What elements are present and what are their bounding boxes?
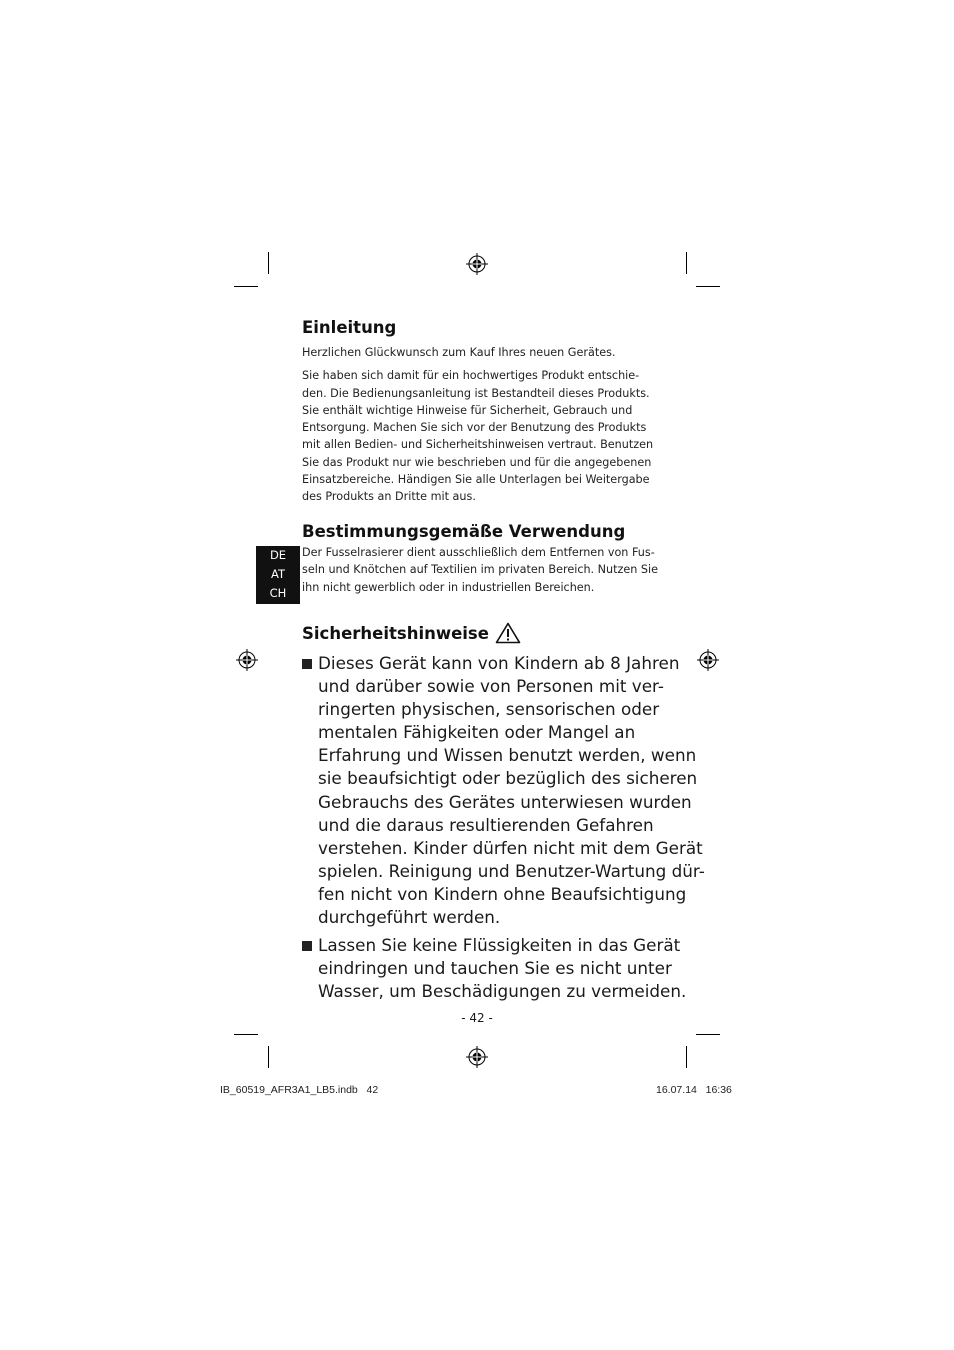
text-line: ihn nicht gewerblich oder in industriellen Bereichen. bbox=[302, 580, 595, 594]
page-number: - 42 - bbox=[461, 1011, 493, 1025]
text-line: und die daraus resultierenden Gefahren bbox=[318, 814, 654, 835]
language-tab bbox=[256, 546, 300, 604]
crop-mark bbox=[696, 286, 720, 287]
text-line: Lassen Sie keine Flüssigkeiten in das Gerät bbox=[318, 935, 681, 956]
heading-safety-text: Sicherheitshinweise bbox=[302, 623, 489, 643]
square-bullet-icon bbox=[302, 941, 312, 951]
text-line: Entsorgung. Machen Sie sich vor der Benutzung des Produkts bbox=[302, 421, 647, 435]
text-line: ringerten physischen, sensorischen oder bbox=[318, 699, 660, 720]
text-line: Wasser, um Beschädigungen zu vermeiden. bbox=[318, 981, 687, 1002]
warning-triangle-icon bbox=[495, 622, 521, 644]
registration-mark-icon bbox=[697, 649, 719, 671]
text-line: mit allen Bedien- und Sicherheitshinweisen vertraut. Benutzen bbox=[302, 438, 654, 452]
text-line: spielen. Reinigung und Benutzer-Wartung dür- bbox=[318, 860, 705, 881]
text-line: Dieses Gerät kann von Kindern ab 8 Jahren bbox=[318, 653, 680, 673]
crop-mark bbox=[268, 1046, 269, 1068]
text-line: Erfahrung und Wissen benutzt werden, wenn bbox=[318, 745, 697, 766]
heading-intro: Einleitung bbox=[302, 318, 397, 337]
heading-safety bbox=[302, 622, 662, 644]
text-line: fen nicht von Kindern ohne Beaufsichtigung bbox=[318, 883, 687, 904]
text-line: den. Die Bedienungsanleitung ist Bestandteil dieses Produkts. bbox=[302, 386, 650, 400]
heading-intended-use: Bestimmungsgemäße Verwendung bbox=[302, 522, 626, 541]
crop-mark bbox=[268, 252, 269, 274]
crop-mark bbox=[234, 1034, 258, 1035]
section-intro bbox=[302, 318, 652, 512]
text-line: verstehen. Kinder dürfen nicht mit dem Gerät bbox=[318, 837, 703, 858]
footer-file: IB_60519_AFR3A1_LB5.indb 42 bbox=[220, 1084, 379, 1096]
crop-mark bbox=[686, 1046, 687, 1068]
section-intended-use bbox=[302, 522, 659, 602]
section-safety bbox=[302, 622, 705, 1003]
crop-mark bbox=[686, 252, 687, 274]
language-code: CH bbox=[269, 586, 287, 600]
text-line: des Produkts an Dritte mit aus. bbox=[302, 490, 476, 504]
text-line: durchgeführt werden. bbox=[318, 907, 501, 928]
square-bullet-icon bbox=[302, 659, 312, 669]
text-line: seln und Knötchen auf Textilien im privaten Bereich. Nutzen Sie bbox=[302, 563, 659, 577]
crop-mark bbox=[696, 1034, 720, 1035]
intro-paragraph-1: Herzlichen Glückwunsch zum Kauf Ihres neuen Gerätes. bbox=[302, 346, 616, 359]
text-line: eindringen und tauchen Sie es nicht unter bbox=[318, 958, 672, 979]
language-code: AT bbox=[271, 567, 285, 581]
registration-mark-icon bbox=[236, 649, 258, 671]
list-item bbox=[302, 652, 705, 929]
text-line: mentalen Fähigkeiten oder Mangel an bbox=[318, 722, 636, 743]
text-line: sie beaufsichtigt oder bezüglich des sicheren bbox=[318, 768, 698, 789]
language-code: DE bbox=[269, 548, 287, 562]
text-line: Einsatzbereiche. Händigen Sie alle Unterlagen bei Weitergabe bbox=[302, 473, 650, 487]
text-line: Sie enthält wichtige Hinweise für Sicherheit, Gebrauch und bbox=[302, 403, 633, 417]
text-line: Gebrauchs des Gerätes unterwiesen wurden bbox=[318, 791, 692, 812]
text-line: und darüber sowie von Personen mit ver- bbox=[318, 676, 664, 697]
list-item bbox=[302, 934, 687, 1003]
safety-list bbox=[302, 652, 705, 1003]
footer-date-time: 16.07.14 16:36 bbox=[656, 1084, 732, 1096]
crop-mark bbox=[234, 286, 258, 287]
intended-use-paragraph bbox=[302, 544, 659, 596]
registration-mark-icon bbox=[466, 253, 488, 275]
intro-paragraph-2 bbox=[302, 367, 652, 505]
registration-mark-icon bbox=[466, 1046, 488, 1068]
text-line: Der Fusselrasierer dient ausschließlich dem Entfernen von Fus- bbox=[302, 546, 655, 559]
text-line: Sie haben sich damit für ein hochwertiges Produkt entschie- bbox=[302, 369, 640, 383]
text-line: Sie das Produkt nur wie beschrieben und für die angegebenen bbox=[302, 455, 652, 469]
